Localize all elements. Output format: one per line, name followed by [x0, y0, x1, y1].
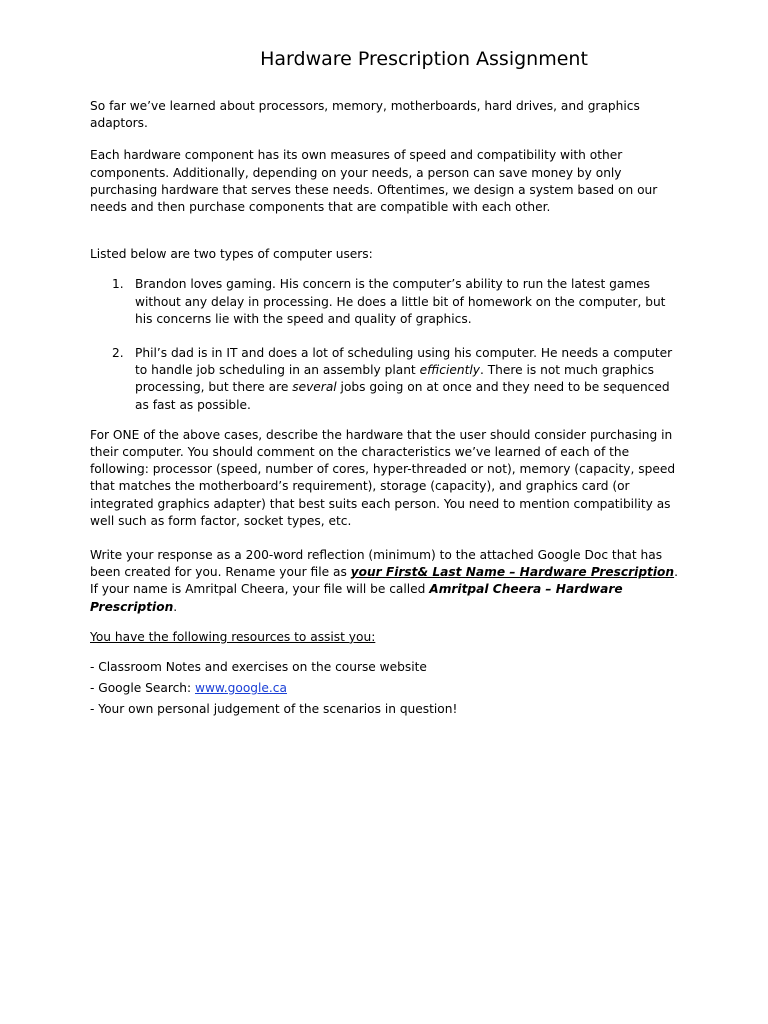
user-types-intro: Listed below are two types of computer users: — [90, 247, 373, 262]
list-item-brandon — [90, 276, 682, 328]
intro-paragraph: So far we’ve learned about processors, memory, motherboards, hard drives, and graphics adaptors. — [90, 99, 640, 131]
task-paragraph: For ONE of the above cases, describe the hardware that the user should consider purchasing in their computer. You should comment on the characteristics we’ve learned of each of the following: processor (speed, number of cores, hyper-threaded or not), memory (capacity, speed that matches the motherboard’s requirement), storage (capacity), and graphics card (or integrated graphics adapter) that best suits each person. You need to mention compatibility as well such as form factor, socket types, etc. — [90, 427, 676, 528]
resources-list — [90, 659, 682, 718]
user-types-list — [90, 276, 682, 413]
response-paragraph — [90, 547, 682, 616]
resource-judgement: - Your own personal judgement of the scenarios in question! — [90, 701, 458, 716]
measures-paragraph: Each hardware component has its own measures of speed and compatibility with other components. Additionally, depending on your needs, a person can save money by only purchasing hardware that serves these needs. Oftentimes, we design a system based on our needs and then purchase components that are compatible with each other. — [90, 148, 658, 215]
resource-google-search — [90, 680, 682, 697]
resource-notes: - Classroom Notes and exercises on the course website — [90, 660, 427, 675]
list-item-text: jobs going on at once and they need to be sequenced as fast as possible. — [135, 380, 670, 412]
response-text: . If your name is Amritpal Cheera, your file will be called — [90, 565, 678, 597]
list-item-phil — [90, 345, 682, 414]
document-body — [90, 98, 682, 721]
list-item-text: Brandon loves gaming. His concern is the computer’s ability to run the latest games without any delay in processing. He does a little bit of homework on the computer, but his concerns lie with the speed and quality of graphics. — [135, 277, 666, 326]
google-link[interactable]: www.google.ca — [194, 680, 287, 695]
response-text: . — [173, 599, 178, 614]
page-title: Hardware Prescription Assignment — [260, 48, 588, 70]
resource-label: - Google Search: — [90, 680, 195, 695]
emphasis-efficiently: efficiently — [419, 363, 480, 378]
emphasis-several: several — [292, 380, 337, 395]
resources-heading: You have the following resources to assist you: — [90, 629, 376, 644]
filename-template: your First& Last Name – Hardware Prescription — [350, 565, 675, 580]
list-item-text: Phil’s dad is in IT and does a lot of scheduling using his computer. He needs a computer to handle job scheduling in an assembly plant — [135, 346, 673, 378]
list-item-number: 2. — [112, 346, 124, 361]
list-item-text: . There is not much graphics processing, but there are — [135, 363, 654, 395]
response-text: Write your response as a 200-word reflection (minimum) to the attached Google Doc that has been created for you. Rename your file as — [90, 548, 663, 580]
example-filename: Amritpal Cheera – Hardware Prescription — [90, 582, 623, 614]
list-item-number: 1. — [112, 277, 124, 292]
